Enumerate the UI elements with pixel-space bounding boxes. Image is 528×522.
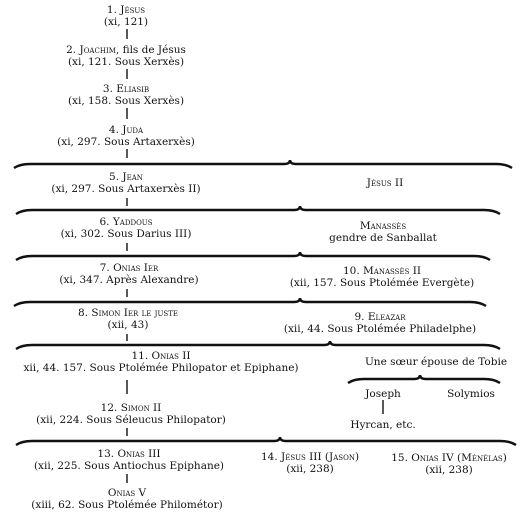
node-sister-tobie: Une sœur épouse de Tobie: [364, 356, 508, 368]
node-simon-2-12: 12. Simon II (xii, 224. Sous Séleucus Philopator): [36, 402, 226, 426]
sibling-brace: [14, 298, 486, 306]
node-onias-5: Onias V (xiii, 62. Sous Ptolémée Philométor): [31, 487, 223, 511]
node-manasses-2-10: 10. Manassès II (xii, 157. Sous Ptolémée Evergète): [289, 265, 475, 289]
node-solymios: Solymios: [447, 388, 495, 400]
node-manasses: Manassès gendre de Sanballat: [329, 220, 437, 244]
sibling-brace: [16, 437, 516, 445]
node-yaddous-6: 6. Yaddous (xi, 302. Sous Darius III): [60, 216, 192, 240]
node-eliasib-3: 3. Eliasib (xi, 158. Sous Xerxès): [67, 83, 185, 107]
sibling-brace: [348, 375, 500, 383]
node-jean-5: 5. Jean (xi, 297. Sous Artaxerxès II): [51, 171, 201, 195]
node-simon-1-8: 8. Simon Ier le juste (xii, 43): [78, 307, 178, 331]
node-joseph: Joseph: [365, 388, 401, 400]
node-eleazar-9: 9. Eleazar (xii, 44. Sous Ptolémée Philadelphe): [283, 311, 477, 335]
node-juda-4: 4. Juda (xi, 297. Sous Artaxerxès): [57, 124, 195, 148]
sibling-brace: [14, 160, 512, 168]
node-joachim-2: 2. Joachim, fils de Jésus (xi, 121. Sous Xerxès): [66, 44, 186, 68]
node-jesus-2: Jésus II: [366, 177, 404, 189]
node-onias-2-11: 11. Onias II xii, 44. 157. Sous Ptolémée Philopator et Epiphane): [23, 350, 299, 374]
node-onias-1-7: 7. Onias Ier (xi, 347. Après Alexandre): [59, 262, 199, 286]
node-jesus-3-14: 14. Jésus III (Jason) (xii, 238): [260, 451, 360, 475]
sibling-brace: [16, 206, 500, 214]
node-hyrcan: Hyrcan, etc.: [350, 419, 416, 431]
node-onias-4-15: 15. Onias IV (Ménélas) (xii, 238): [391, 452, 507, 476]
node-onias-3-13: 13. Onias III (xii, 225. Sous Antiochus Epiphane): [33, 448, 225, 472]
sibling-brace: [16, 252, 490, 260]
sibling-brace: [16, 341, 500, 349]
node-jesus-1: 1. Jésus (xi, 121): [103, 4, 149, 28]
